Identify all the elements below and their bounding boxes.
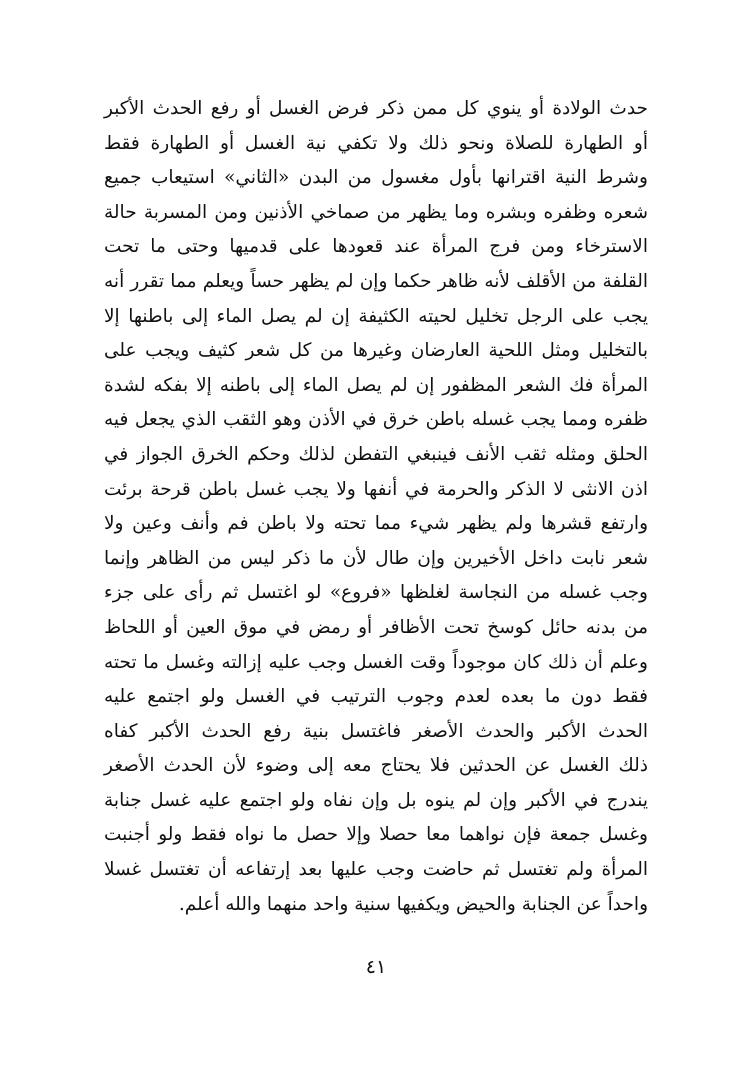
text-line: أو الطهارة للصلاة ونحو ذلك ولا تكفي نية الغسل أو الطهارة فقط: [104, 132, 648, 154]
text-line: من بدنه حائل كوسخ تحت الأظافر أو رمض في موق العين أو اللحاظ: [104, 616, 648, 638]
text-line: بالتخليل ومثل اللحية العارضان وغيرها من كل شعر كثيف ويجب على: [104, 340, 648, 362]
text-line: شعر نابت داخل الأخيرين وإن طال لأن ما ذكر ليس من الظاهر وإنما: [104, 547, 648, 569]
text-line: ذلك الغسل عن الحدثين فلا يحتاج معه إلى وضوء لأن الحدث الأصغر: [104, 755, 648, 777]
text-line: الاسترخاء ومن فرج المرأة عند قعودها على قدميها وحتى ما تحت: [104, 236, 648, 258]
text-line: وعلم أن ذلك كان موجوداً وقت الغسل وجب عليه إزالته وغسل ما تحته: [104, 651, 648, 673]
text-line: المرأة فك الشعر المظفور إن لم يصل الماء إلى باطنه إلا بفكه لشدة: [104, 374, 648, 396]
text-line: القلفة من الأقلف لأنه ظاهر حكما وإن لم يظهر حساً ويعلم مما تقرر أنه: [104, 270, 648, 292]
text-line: وارتفع قشرها ولم يظهر شيء مما تحته ولا باطن فم وأنف وعين ولا: [104, 513, 648, 535]
text-line: شعره وظفره وبشره وما يظهر من صماخي الأذنين ومن المسربة حالة: [104, 201, 648, 223]
text-line: ظفره ومما يجب غسله باطن خرق في الأذن وهو الثقب الذي يجعل فيه: [104, 409, 648, 431]
text-line: اذن الانثى لا الذكر والحرمة في أنفها ولا يجب غسل باطن قرحة برئت: [104, 478, 648, 500]
text-line: الحلق ومثله ثقب الأنف فينبغي التفطن لذلك وحكم الخرق الجواز في: [104, 443, 648, 465]
text-line: المرأة ولم تغتسل ثم حاضت وجب عليها بعد إرتفاعه أن تغتسل غسلا: [104, 859, 648, 881]
text-line: وجب غسله من النجاسة لغلظها «فروع» لو اغتسل ثم رأى على جزء: [104, 582, 648, 604]
text-line: الحدث الأكبر والحدث الأصغر فاغتسل بنية رفع الحدث الأكبر كفاه: [104, 720, 648, 742]
text-line: يندرج في الأكبر وإن لم ينوه بل وإن نفاه ولو اجتمع عليه غسل جنابة: [104, 789, 648, 811]
text-line: وغسل جمعة فإن نواهما معا حصلا وإلا حصل ما نواه فقط ولو أجنبت: [104, 824, 648, 846]
text-line: وشرط النية اقترانها بأول مغسول من البدن «الثاني» استيعاب جميع: [104, 167, 648, 189]
page-number: ٤١: [365, 956, 387, 978]
text-line: يجب على الرجل تخليل لحيته الكثيفة إن لم يصل الماء إلى باطنها إلا: [104, 305, 648, 327]
body-text: [104, 92, 648, 922]
text-line: فقط دون ما بعده لعدم وجوب الترتيب في الغسل ولو اجتمع عليه: [104, 686, 648, 708]
text-line: واحداً عن الجنابة والحيض ويكفيها سنية واحد منهما والله أعلم.: [178, 893, 648, 915]
text-line: حدث الولادة أو ينوي كل ممن ذكر فرض الغسل أو رفع الحدث الأكبر: [104, 98, 648, 119]
